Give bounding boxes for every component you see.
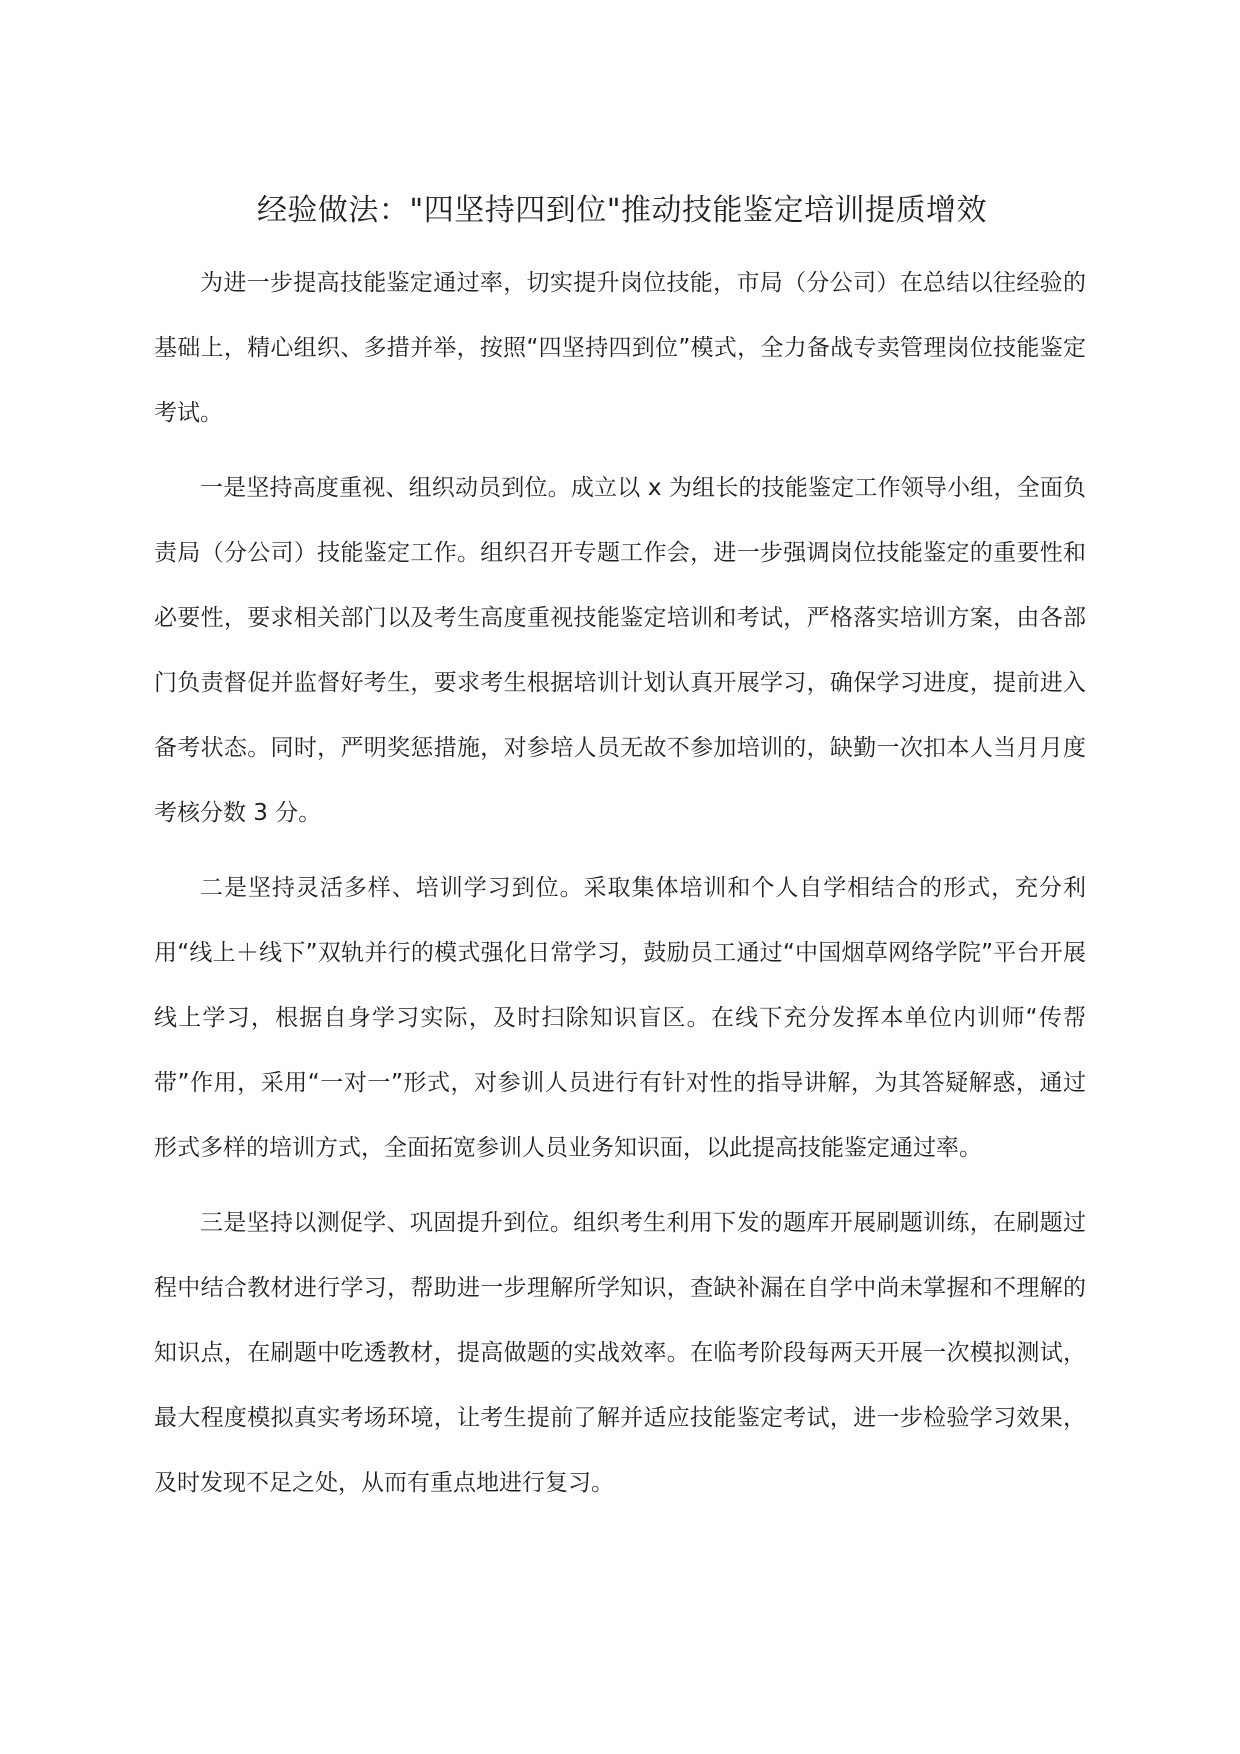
- document-title: 经验做法："四坚持四到位"推动技能鉴定培训提质增效: [256, 193, 988, 228]
- paragraph-point-two: 二是坚持灵活多样、培训学习到位。采取集体培训和个人自学相结合的形式，充分利用“线上＋线下”双轨并行的模式强化日常学习，鼓励员工通过“中国烟草网络学院”平台开展线上学习，根据自身学习实际，及时扫除知识盲区。在线下充分发挥本单位内训师“传帮带”作用，采用“一对一”形式，对参训人员进行有针对性的指导讲解，为其答疑解惑，通过形式多样的培训方式，全面拓宽参训人员业务知识面，以此提高技能鉴定通过率。: [154, 875, 1086, 1161]
- document-page: [154, 185, 1086, 1526]
- paragraph-intro: 为进一步提高技能鉴定通过率，切实提升岗位技能，市局（分公司）在总结以往经验的基础上，精心组织、多措并举，按照“四坚持四到位”模式，全力备战专卖管理岗位技能鉴定考试。: [154, 270, 1086, 426]
- paragraph-point-three: 三是坚持以测促学、巩固提升到位。组织考生利用下发的题库开展刷题训练，在刷题过程中结合教材进行学习，帮助进一步理解所学知识，查缺补漏在自学中尚未掌握和不理解的知识点，在刷题中吃透教材，提高做题的实战效率。在临考阶段每两天开展一次模拟测试，最大程度模拟真实考场环境，让考生提前了解并适应技能鉴定考试，进一步检验学习效果，及时发现不足之处，从而有重点地进行复习。: [154, 1210, 1086, 1496]
- paragraph-point-one: 一是坚持高度重视、组织动员到位。成立以 x 为组长的技能鉴定工作领导小组，全面负责局（分公司）技能鉴定工作。组织召开专题工作会，进一步强调岗位技能鉴定的重要性和必要性，要求相关部门以及考生高度重视技能鉴定培训和考试，严格落实培训方案，由各部门负责督促并监督好考生，要求考生根据培训计划认真开展学习，确保学习进度，提前进入备考状态。同时，严明奖惩措施，对参培人员无故不参加培训的，缺勤一次扣本人当月月度考核分数 3 分。: [154, 475, 1086, 826]
